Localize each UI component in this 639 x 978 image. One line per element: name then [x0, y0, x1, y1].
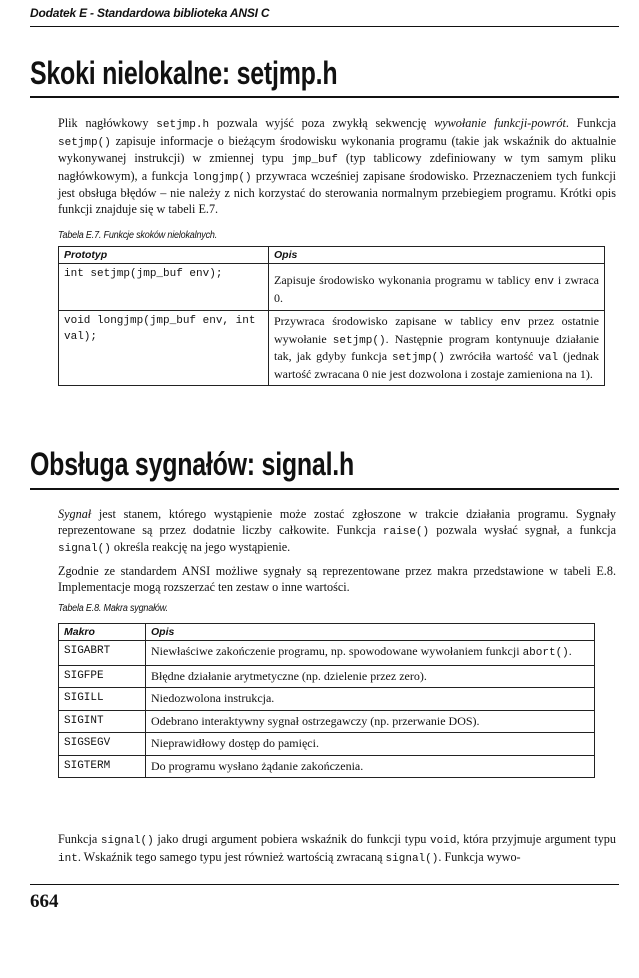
prototype-cell: void longjmp(jmp_buf env, int val);: [59, 311, 269, 386]
table-caption-e7: Tabela E.7. Funkcje skoków nielokalnych.: [58, 230, 218, 241]
table-e7: [58, 246, 605, 386]
table-row: [59, 733, 595, 756]
table-row: [59, 641, 595, 666]
table-caption-e8: Tabela E.8. Makra sygnałów.: [58, 603, 168, 614]
table-header-description: Opis: [269, 247, 605, 264]
macro-cell: SIGTERM: [59, 755, 146, 778]
description-cell: Do programu wysłano żądanie zakończenia.: [146, 755, 595, 778]
page-number: 664: [30, 891, 59, 912]
table-header-prototype: Prototyp: [59, 247, 269, 264]
paragraph-signal-function: Funkcja signal() jako drugi argument pobiera wskaźnik do funkcji typu void, która przyjmuje argument typu int. Wskaźnik tego samego typu jest również wartością zwracaną signal(). Funkcja wywo-: [58, 832, 616, 865]
section-title-setjmp: Skoki nielokalne: setjmp.h: [30, 55, 338, 91]
table-row: [59, 755, 595, 778]
description-cell: Zapisuje środowisko wykonania programu w tablicy env i zwraca 0.: [269, 264, 605, 311]
paragraph-signal-macros: Zgodnie ze standardem ANSI możliwe sygnały są reprezentowane przez makra przedstawione w tabeli E.8. Implementacje mogą rozszerzać ten zestaw o inne wartości.: [58, 564, 616, 594]
table-header-macro: Makro: [59, 624, 146, 641]
running-header: Dodatek E - Standardowa biblioteka ANSI C: [30, 6, 270, 20]
description-cell: Niewłaściwe zakończenie programu, np. spowodowane wywołaniem funkcji abort().: [146, 641, 595, 666]
description-cell: Odebrano interaktywny sygnał ostrzegawczy (np. przerwanie DOS).: [146, 710, 595, 733]
footer-rule: [30, 884, 619, 885]
header-rule: [30, 26, 619, 27]
description-cell: Przywraca środowisko zapisane w tablicy env przez ostatnie wywołanie setjmp(). Następnie program kontynuuje działanie tak, jak gdyby funkcja setjmp() zwróciła wartość val (jednak wartość zwracana 0 nie jest dozwolona i zostaje zamieniona na 1).: [269, 311, 605, 386]
paragraph-setjmp-intro: Plik nagłówkowy setjmp.h pozwala wyjść poza zwykłą sekwencję wywołanie funkcji-powrót. Funkcja setjmp() zapisuje informacje o bieżącym środowisku wykonania programu (takie jak wskaźnik do aktualnie wykonywanej instrukcji) w zmiennej typu jmp_buf (typ tablicowy zdefiniowany w tym samym pliku nagłówkowym), a funkcja longjmp() przywraca wcześniej zapisane środowisko. Przeznaczeniem tych funkcji jest obsługa błędów – nie należy z nich korzystać do sterowania normalnym przebiegiem programu. Krótki opis funkcji znajduje się w tabeli E.7.: [58, 116, 616, 216]
description-cell: Błędne działanie arytmetyczne (np. dzielenie przez zero).: [146, 665, 595, 688]
prototype-cell: int setjmp(jmp_buf env);: [59, 264, 269, 311]
section-rule: [30, 488, 619, 490]
table-row: [59, 665, 595, 688]
table-header-description: Opis: [146, 624, 595, 641]
section-rule: [30, 96, 619, 98]
macro-cell: SIGILL: [59, 688, 146, 711]
description-cell: Niedozwolona instrukcja.: [146, 688, 595, 711]
table-row: [59, 264, 605, 311]
macro-cell: SIGSEGV: [59, 733, 146, 756]
table-row: [59, 311, 605, 386]
macro-cell: SIGABRT: [59, 641, 146, 666]
table-row: [59, 710, 595, 733]
description-cell: Nieprawidłowy dostęp do pamięci.: [146, 733, 595, 756]
paragraph-signal-intro: Sygnał jest stanem, którego wystąpienie może zostać zgłoszone w trakcie działania programu. Sygnały reprezentowane są przez dodatnie liczby całkowite. Funkcja raise() pozwala wysłać sygnał, a funkcja signal() określa reakcję na jego wystąpienie.: [58, 507, 616, 555]
macro-cell: SIGFPE: [59, 665, 146, 688]
macro-cell: SIGINT: [59, 710, 146, 733]
table-e8: [58, 623, 595, 778]
section-title-signal: Obsługa sygnałów: signal.h: [30, 446, 354, 482]
table-row: [59, 688, 595, 711]
